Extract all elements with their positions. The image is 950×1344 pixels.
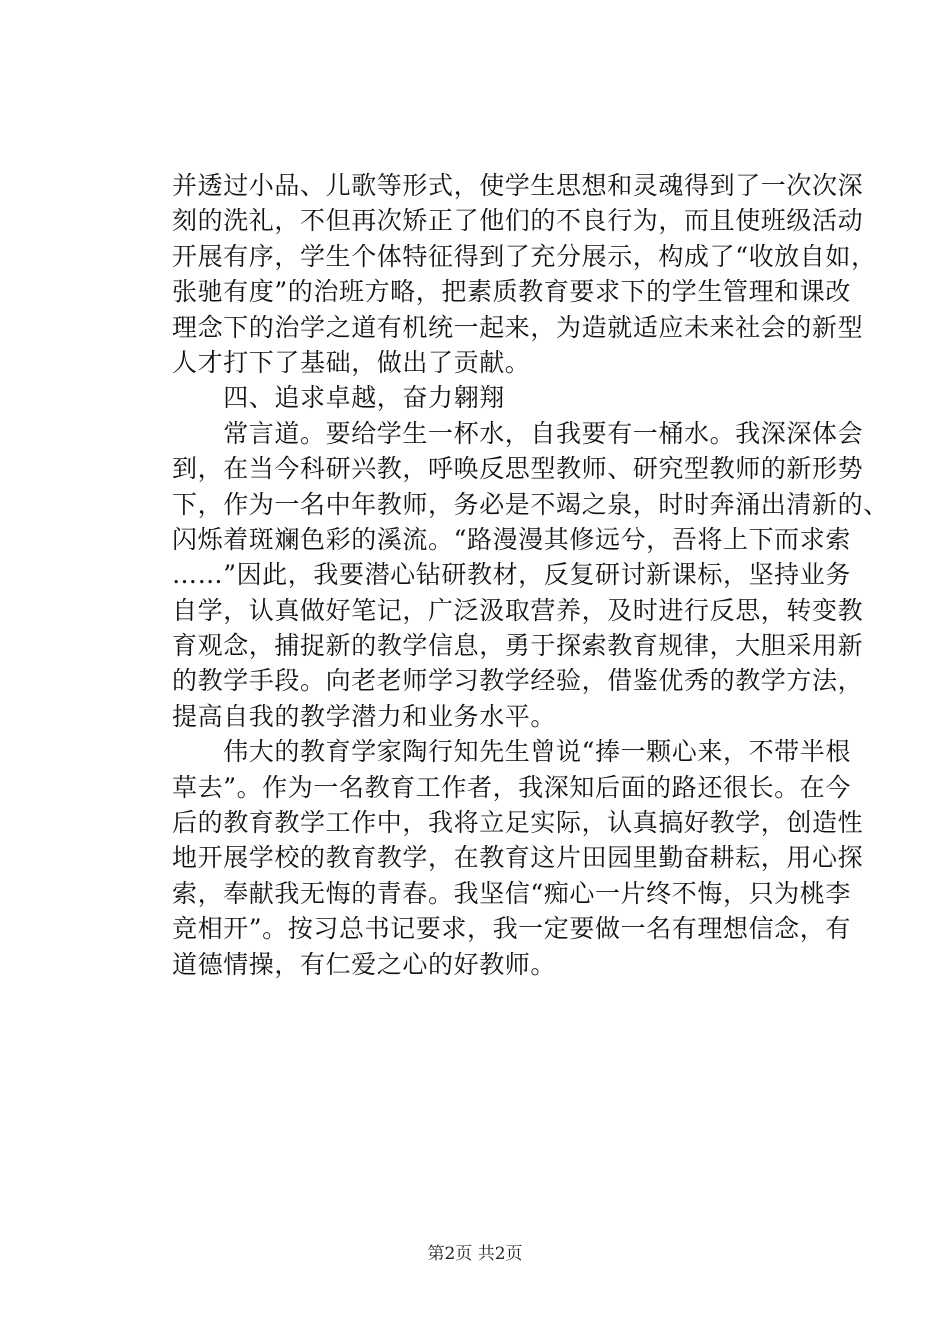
text-line: ……”因此，我要潜心钻研教材，反复研讨新课标，坚持业务 (172, 560, 851, 590)
text-line: 竞相开”。按习总书记要求，我一定要做一名有理想信念，有 (172, 914, 851, 944)
text-line: 下，作为一名中年教师，务必是不竭之泉，时时奔涌出清新的、 (172, 489, 889, 519)
text-line: 刻的洗礼，不但再次矫正了他们的不良行为，而且使班级活动 (172, 206, 864, 236)
text-line: 自学，认真做好笔记，广泛汲取营养，及时进行反思，转变教 (172, 595, 864, 625)
text-line: 道德情操，有仁爱之心的好教师。 (172, 949, 557, 979)
text-line: 闪烁着斑斓色彩的溪流。“路漫漫其修远兮，吾将上下而求索 (172, 524, 851, 554)
text-line: 伟大的教育学家陶行知先生曾说“捧一颗心来，不带半根 (172, 737, 851, 767)
text-line: 开展有序，学生个体特征得到了充分展示，构成了“收放自如， (172, 241, 877, 271)
text-line: 到，在当今科研兴教，呼唤反思型教师、研究型教师的新形势 (172, 454, 864, 484)
text-line: 草去”。作为一名教育工作者，我深知后面的路还很长。在今 (172, 772, 851, 802)
document-body (172, 168, 889, 982)
text-line: 后的教育教学工作中，我将立足实际，认真搞好教学，创造性 (172, 808, 864, 838)
text-line: 常言道。要给学生一杯水，自我要有一桶水。我深深体会 (172, 418, 864, 448)
page-number-footer: 第2页 共2页 (427, 1244, 523, 1264)
text-line: 人才打下了基础，做出了贡献。 (172, 347, 531, 377)
section-heading: 四、追求卓越，奋力翱翔 (172, 383, 505, 413)
text-line: 的教学手段。向老老师学习教学经验，借鉴优秀的教学方法， (172, 666, 864, 696)
text-line: 地开展学校的教育教学，在教育这片田园里勤奋耕耘，用心探 (172, 843, 864, 873)
text-line: 索，奉献我无悔的青春。我坚信“痴心一片终不悔，只为桃李 (172, 878, 851, 908)
text-line: 理念下的治学之道有机统一起来，为造就适应未来社会的新型 (172, 312, 864, 342)
text-line: 并透过小品、儿歌等形式，使学生思想和灵魂得到了一次次深 (172, 171, 864, 200)
text-line: 张驰有度”的治班方略，把素质教育要求下的学生管理和课改 (172, 277, 851, 307)
text-line: 提高自我的教学潜力和业务水平。 (172, 701, 557, 731)
text-line: 育观念，捕捉新的教学信息，勇于探索教育规律，大胆采用新 (172, 631, 864, 661)
